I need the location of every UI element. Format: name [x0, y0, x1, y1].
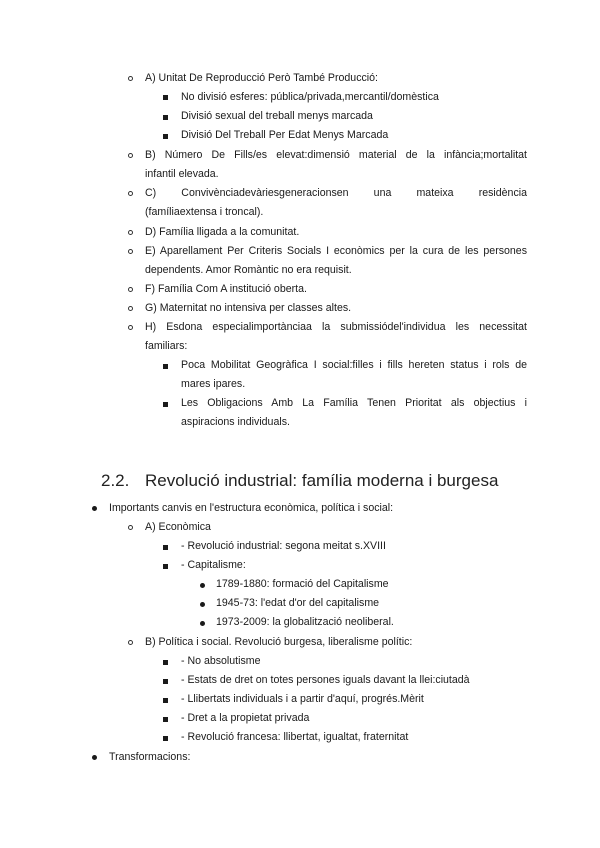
hollow-circle-bullet-icon: [128, 76, 133, 81]
item-title: B) Política i social. Revolució burgesa, liberalisme polític:: [145, 636, 413, 648]
filled-circle-bullet-icon: [200, 602, 205, 607]
sub-item: No divisió esferes: pública/privada,mercantil/domèstica: [181, 91, 439, 103]
bullet-text: Transformacions:: [109, 751, 191, 763]
sub-item-line: mares ipares.: [181, 378, 246, 390]
sub-item: Divisió Del Treball Per Edat Menys Marcada: [181, 129, 389, 141]
sub-item-line: aspiracions individuals.: [181, 416, 290, 428]
sub-item: - Capitalisme:: [181, 559, 246, 571]
hollow-circle-bullet-icon: [128, 325, 133, 330]
hollow-circle-bullet-icon: [128, 306, 133, 311]
section-heading: [101, 471, 498, 491]
sub-item: - Estats de dret on totes persones iguals davant la llei:ciutadà: [181, 674, 470, 686]
filled-circle-bullet-icon: [200, 583, 205, 588]
bullet-text: Importants canvis en l'estructura econòmica, política i social:: [109, 502, 394, 514]
filled-circle-bullet-icon: [92, 755, 97, 760]
hollow-circle-bullet-icon: [128, 230, 133, 235]
item-e-line: dependents. Amor Romàntic no era requisit.: [145, 264, 352, 276]
item-d-line: D) Família lligada a la comunitat.: [145, 226, 300, 238]
hollow-circle-bullet-icon: [128, 153, 133, 158]
square-bullet-icon: [163, 364, 168, 369]
period-item: 1973-2009: la globalització neoliberal.: [216, 616, 394, 628]
sub-item-line: Les Obligacions Amb La Família Tenen Prioritat als objectius i: [181, 397, 527, 409]
hollow-circle-bullet-icon: [128, 191, 133, 196]
item-f-line: F) Família Com A institució oberta.: [145, 283, 307, 295]
square-bullet-icon: [163, 115, 168, 120]
item-h-line: familiars:: [145, 340, 188, 352]
sub-item: Divisió sexual del treball menys marcada: [181, 110, 373, 122]
sub-item: - Llibertats individuals i a partir d'aquí, progrés.Mèrit: [181, 693, 424, 705]
section-number: 2.2.: [101, 471, 130, 490]
hollow-circle-bullet-icon: [128, 249, 133, 254]
square-bullet-icon: [163, 698, 168, 703]
sub-item: - Dret a la propietat privada: [181, 712, 310, 724]
square-bullet-icon: [163, 736, 168, 741]
sub-item-line: Poca Mobilitat Geogràfica I social:filles i fills hereten status i rols de: [181, 359, 527, 371]
square-bullet-icon: [163, 564, 168, 569]
square-bullet-icon: [163, 95, 168, 100]
item-c-line: C) Convivènciadevàriesgeneracionsen una mateixa residència: [145, 187, 527, 199]
square-bullet-icon: [163, 717, 168, 722]
section-title: Revolució industrial: família moderna i burgesa: [145, 471, 499, 490]
filled-circle-bullet-icon: [200, 621, 205, 626]
square-bullet-icon: [163, 660, 168, 665]
item-title: A) Econòmica: [145, 521, 211, 533]
sub-item: - Revolució francesa: llibertat, igualtat, fraternitat: [181, 731, 409, 743]
sub-item: - Revolució industrial: segona meitat s.XVIII: [181, 540, 386, 552]
item-g-line: G) Maternitat no intensiva per classes altes.: [145, 302, 352, 314]
square-bullet-icon: [163, 402, 168, 407]
item-b-line: B) Número De Fills/es elevat:dimensió material de la infància;mortalitat: [145, 149, 527, 161]
hollow-circle-bullet-icon: [128, 287, 133, 292]
hollow-circle-bullet-icon: [128, 640, 133, 645]
sub-item: - No absolutisme: [181, 655, 261, 667]
period-item: 1789-1880: formació del Capitalisme: [216, 578, 389, 590]
period-item: 1945-73: l'edat d'or del capitalisme: [216, 597, 380, 609]
square-bullet-icon: [163, 545, 168, 550]
item-a-title: A) Unitat De Reproducció Però També Producció:: [145, 72, 378, 84]
item-h-line: H) Esdona especialimportànciaa la submissiódel'individua les necessitat: [145, 321, 527, 333]
item-b-line: infantil elevada.: [145, 168, 219, 180]
square-bullet-icon: [163, 134, 168, 139]
hollow-circle-bullet-icon: [128, 525, 133, 530]
item-e-line: E) Aparellament Per Criteris Socials I econòmics per la cura de les persones: [145, 245, 527, 257]
square-bullet-icon: [163, 679, 168, 684]
filled-circle-bullet-icon: [92, 506, 97, 511]
item-c-line: (famíliaextensa i troncal).: [145, 206, 264, 218]
